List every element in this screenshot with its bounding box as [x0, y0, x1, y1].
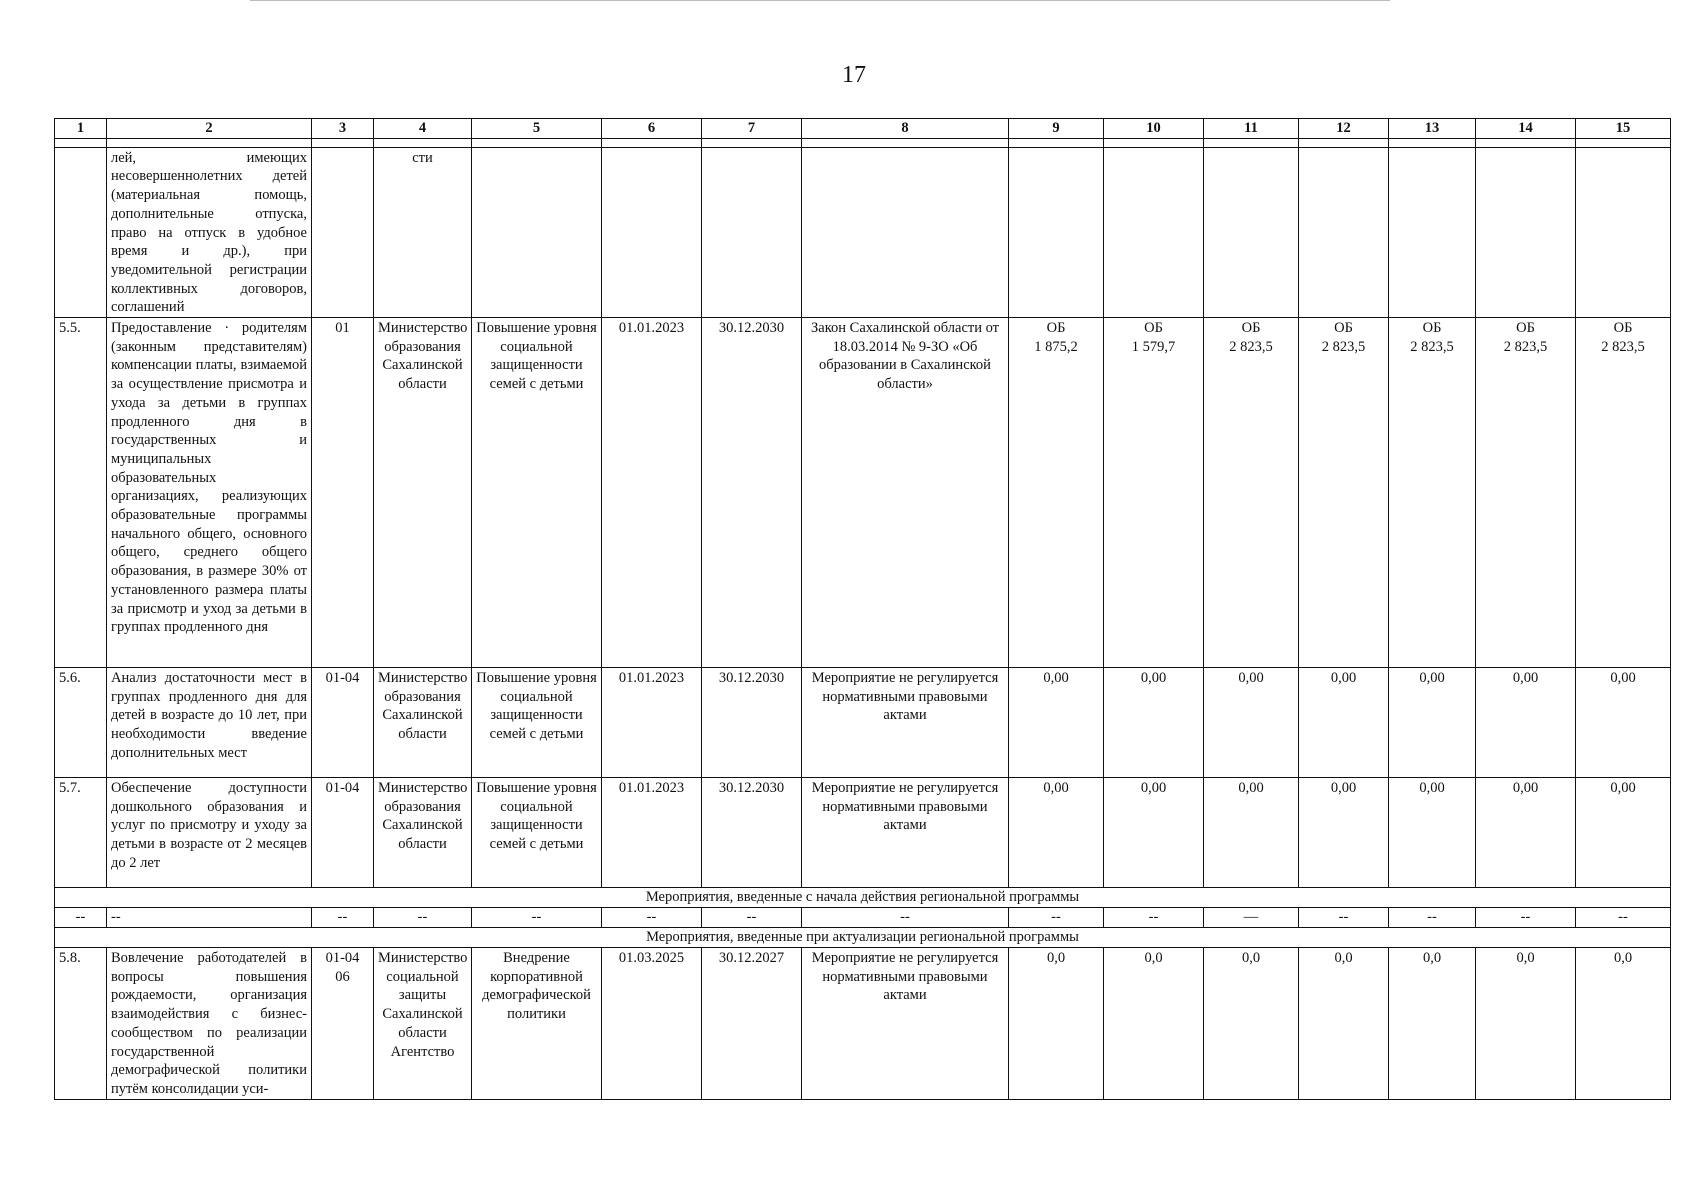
table-row: [55, 668, 1671, 778]
row-funding-14: 0,00: [1476, 668, 1576, 778]
row-legal-basis: Мероприятие не регулируется нормативными правовыми актами: [802, 948, 1009, 1100]
row-funding-10: 0,0: [1104, 948, 1204, 1100]
measures-table: [54, 118, 1671, 1100]
row-end-date: 30.12.2030: [702, 778, 802, 888]
table-row: [55, 318, 1671, 668]
row-funding-9: 0,00: [1009, 668, 1104, 778]
dash-cell: --: [1389, 908, 1476, 928]
dash-cell: --: [472, 908, 602, 928]
column-number-row: [55, 119, 1671, 139]
row-code: 01: [312, 318, 374, 668]
empty-dash-row: [55, 908, 1671, 928]
row-funding-10: ОБ 1 579,7: [1104, 318, 1204, 668]
row-description: лей, имеющих несовершеннолетних детей (материальная помощь, дополнительные отпуска, право на отпуск в удобное время и др.), при уведомительной регистрации коллективных договоров, соглашений: [107, 147, 312, 317]
dash-cell: --: [602, 908, 702, 928]
page-number: 17: [842, 62, 866, 88]
column-header: 11: [1204, 119, 1299, 139]
section-title: Мероприятия, введенные с начала действия региональной программы: [55, 888, 1671, 908]
column-header: 14: [1476, 119, 1576, 139]
row-legal-basis: Закон Сахалинской области от 18.03.2014 № 9-ЗО «Об образовании в Сахалинской области»: [802, 318, 1009, 668]
column-header: 10: [1104, 119, 1204, 139]
dash-cell: --: [1299, 908, 1389, 928]
row-funding-9: ОБ 1 875,2: [1009, 318, 1104, 668]
column-header: 7: [702, 119, 802, 139]
row-funding-12: ОБ 2 823,5: [1299, 318, 1389, 668]
row-funding-12: 0,00: [1299, 668, 1389, 778]
row-funding-15: 0,00: [1576, 778, 1671, 888]
section-header-row: [55, 928, 1671, 948]
continuation-row: [55, 147, 1671, 317]
column-header: 2: [107, 119, 312, 139]
row-start-date: 01.03.2025: [602, 948, 702, 1100]
dash-cell: --: [1476, 908, 1576, 928]
row-description: Обеспечение доступности дошкольного образования и услуг по присмотру и уходу за детьми в возрасте от 2 месяцев до 2 лет: [107, 778, 312, 888]
row-executor: Министерство образования Сахалинской области: [374, 318, 472, 668]
row-legal-basis: Мероприятие не регулируется нормативными правовыми актами: [802, 778, 1009, 888]
row-funding-14: 0,0: [1476, 948, 1576, 1100]
column-header: 1: [55, 119, 107, 139]
dash-cell: --: [374, 908, 472, 928]
row-funding-12: 0,00: [1299, 778, 1389, 888]
column-header: 8: [802, 119, 1009, 139]
dash-cell: —: [1204, 908, 1299, 928]
row-funding-9: 0,00: [1009, 778, 1104, 888]
top-border-line: [250, 0, 1390, 1]
row-funding-13: 0,0: [1389, 948, 1476, 1100]
row-end-date: 30.12.2027: [702, 948, 802, 1100]
dash-cell: --: [107, 908, 312, 928]
row-result: Повышение уровня социальной защищенности семей с детьми: [472, 668, 602, 778]
column-header: 15: [1576, 119, 1671, 139]
row-legal-basis: Мероприятие не регулируется нормативными правовыми актами: [802, 668, 1009, 778]
row-executor: Министерство образования Сахалинской области: [374, 668, 472, 778]
dash-cell: --: [1104, 908, 1204, 928]
row-result: Повышение уровня социальной защищенности семей с детьми: [472, 318, 602, 668]
row-code: 01-04: [312, 778, 374, 888]
table-row: [55, 948, 1671, 1100]
row-funding-13: 0,00: [1389, 778, 1476, 888]
row-description: Вовлечение работодателей в вопросы повышения рождаемости, организация взаимодействия с бизнес-сообществом по реализации государственной демографической политики путём консолидации уси-: [107, 948, 312, 1100]
row-code: 01-04: [312, 668, 374, 778]
row-funding-14: ОБ 2 823,5: [1476, 318, 1576, 668]
row-executor: Министерство социальной защиты Сахалинской области Агентство: [374, 948, 472, 1100]
dash-cell: --: [1009, 908, 1104, 928]
dash-cell: --: [312, 908, 374, 928]
row-number: 5.7.: [55, 778, 107, 888]
row-description: Предоставление · родителям (законным представителям) компенсации платы, взимаемой за осуществление присмотра и ухода за детьми в группах продленного дня в государственных и муниципальных образовательных организациях, реализующих образовательные программы начального общего, основного общего, среднего общего образования, в размере 30% от установленного размера платы за присмотр и уход за детьми в группах продленного дня: [107, 318, 312, 668]
row-code: 01-04 06: [312, 948, 374, 1100]
row-funding-10: 0,00: [1104, 778, 1204, 888]
column-header: 4: [374, 119, 472, 139]
column-header: 9: [1009, 119, 1104, 139]
row-funding-11: 0,0: [1204, 948, 1299, 1100]
row-funding-15: 0,0: [1576, 948, 1671, 1100]
row-number: 5.5.: [55, 318, 107, 668]
row-executor: сти: [374, 147, 472, 317]
row-funding-11: ОБ 2 823,5: [1204, 318, 1299, 668]
column-header: 3: [312, 119, 374, 139]
header-gap-row: [55, 138, 1671, 147]
row-number: 5.8.: [55, 948, 107, 1100]
row-end-date: 30.12.2030: [702, 318, 802, 668]
row-executor: Министерство образования Сахалинской области: [374, 778, 472, 888]
column-header: 12: [1299, 119, 1389, 139]
dash-cell: --: [702, 908, 802, 928]
row-funding-15: 0,00: [1576, 668, 1671, 778]
row-result: Внедрение корпоративной демографической политики: [472, 948, 602, 1100]
row-number: 5.6.: [55, 668, 107, 778]
row-result: Повышение уровня социальной защищенности семей с детьми: [472, 778, 602, 888]
section-title: Мероприятия, введенные при актуализации региональной программы: [55, 928, 1671, 948]
dash-cell: --: [802, 908, 1009, 928]
table-row: [55, 778, 1671, 888]
row-start-date: 01.01.2023: [602, 778, 702, 888]
dash-cell: --: [1576, 908, 1671, 928]
row-funding-13: ОБ 2 823,5: [1389, 318, 1476, 668]
section-header-row: [55, 888, 1671, 908]
column-header: 13: [1389, 119, 1476, 139]
row-funding-14: 0,00: [1476, 778, 1576, 888]
row-funding-13: 0,00: [1389, 668, 1476, 778]
row-start-date: 01.01.2023: [602, 668, 702, 778]
row-funding-11: 0,00: [1204, 668, 1299, 778]
row-funding-15: ОБ 2 823,5: [1576, 318, 1671, 668]
row-end-date: 30.12.2030: [702, 668, 802, 778]
column-header: 6: [602, 119, 702, 139]
row-funding-11: 0,00: [1204, 778, 1299, 888]
column-header: 5: [472, 119, 602, 139]
row-funding-9: 0,0: [1009, 948, 1104, 1100]
row-funding-12: 0,0: [1299, 948, 1389, 1100]
row-funding-10: 0,00: [1104, 668, 1204, 778]
dash-cell: --: [55, 908, 107, 928]
row-description: Анализ достаточности мест в группах продленного дня для детей в возрасте до 10 лет, при необходимости введение дополнительных мест: [107, 668, 312, 778]
row-start-date: 01.01.2023: [602, 318, 702, 668]
